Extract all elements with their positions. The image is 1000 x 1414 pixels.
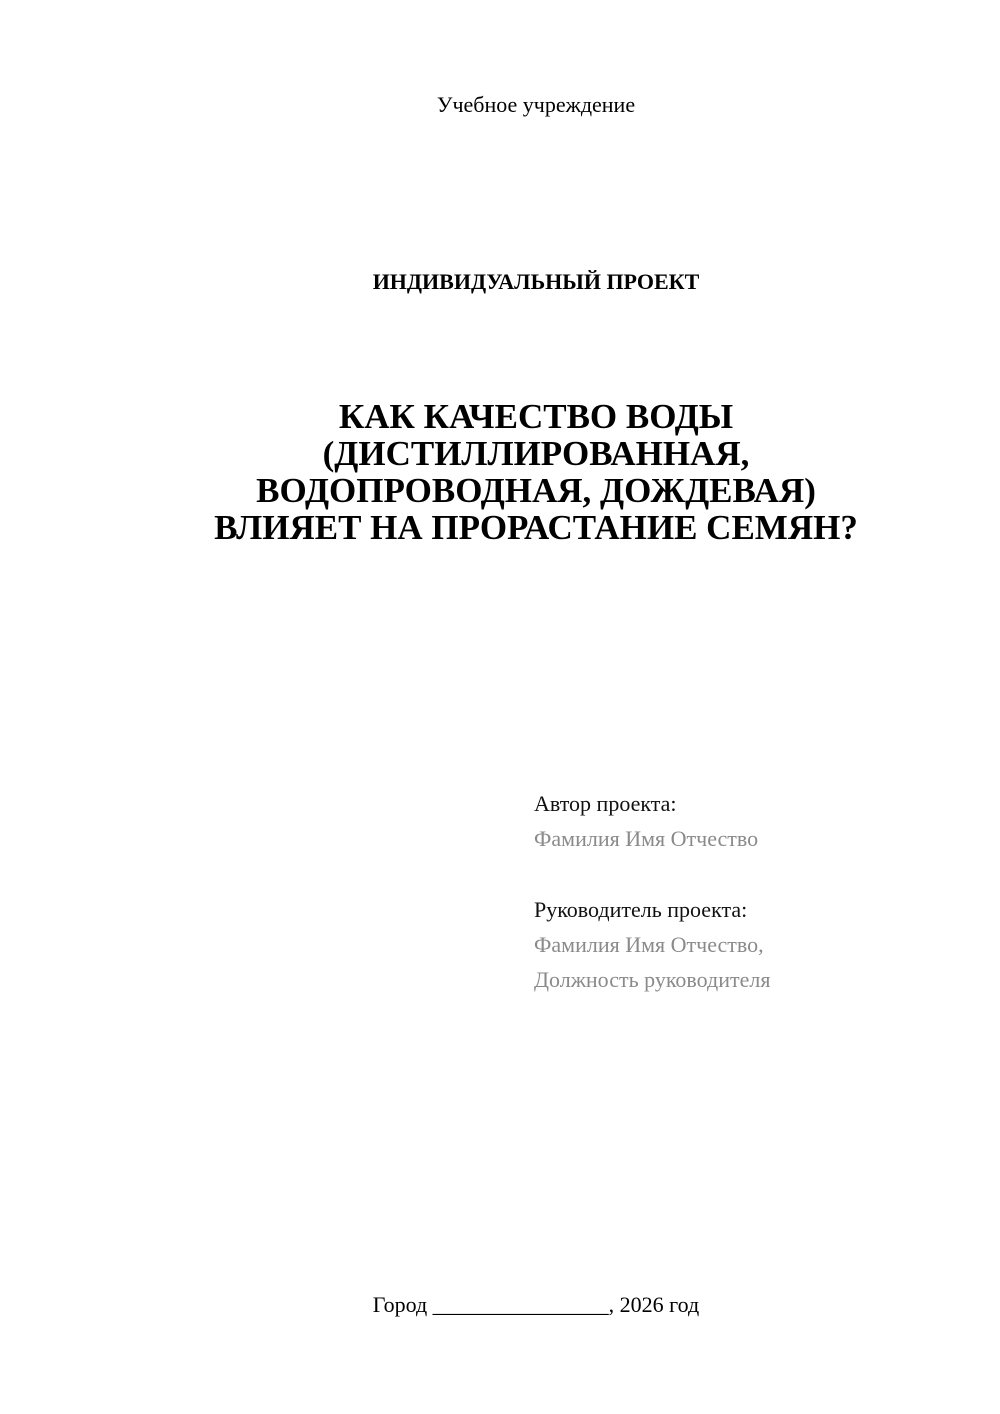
city-year-line: Город ________________, 2026 год: [372, 1292, 700, 1317]
supervisor-position: Должность руководителя: [534, 967, 771, 992]
supervisor-name: Фамилия Имя Отчество,: [534, 932, 764, 957]
supervisor-block: [534, 892, 974, 997]
project-title: [160, 398, 912, 546]
author-label: Автор проекта:: [534, 791, 677, 816]
project-title-line: КАК КАЧЕСТВО ВОДЫ: [338, 397, 734, 436]
project-title-line: ВОДОПРОВОДНАЯ, ДОЖДЕВАЯ): [256, 471, 816, 510]
project-title-line: ВЛИЯЕТ НА ПРОРАСТАНИЕ СЕМЯН?: [214, 508, 858, 547]
author-name: Фамилия Имя Отчество: [534, 826, 759, 851]
project-title-line: (ДИСТИЛЛИРОВАННАЯ,: [322, 434, 750, 473]
project-type-heading: ИНДИВИДУАЛЬНЫЙ ПРОЕКТ: [372, 269, 700, 294]
author-block: [534, 786, 974, 856]
supervisor-label: Руководитель проекта:: [534, 897, 748, 922]
institution-name: Учебное учреждение: [436, 92, 636, 117]
